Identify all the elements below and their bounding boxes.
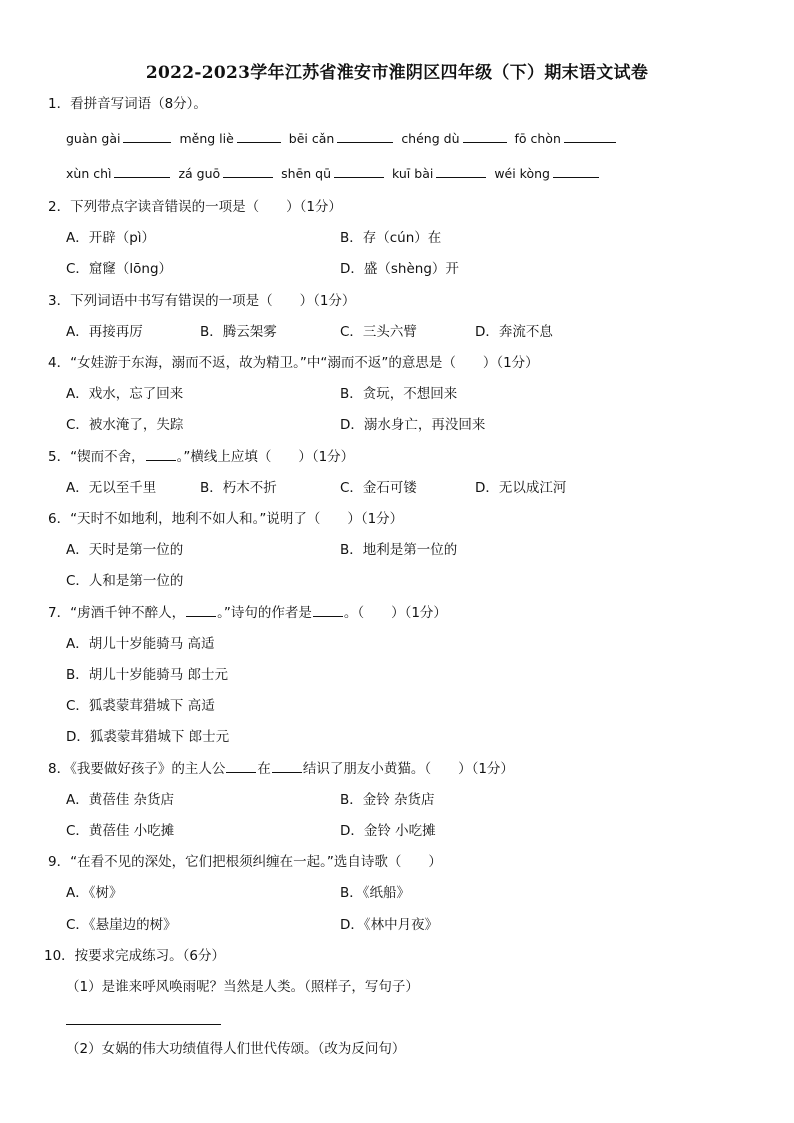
q6-stem: 6．“天时不如地利，地利不如人和。”说明了（ ）（1分） — [48, 511, 404, 527]
pinyin: bēi cǎn — [288, 131, 335, 146]
answer-blank[interactable] — [237, 130, 281, 143]
answer-blank[interactable] — [114, 165, 170, 178]
q7-option-a[interactable]: A．胡儿十岁能骑马 高适 — [66, 636, 215, 652]
q6-option-c[interactable]: C．人和是第一位的 — [66, 573, 184, 589]
q8-stem-2: 在 — [257, 761, 271, 777]
q8-stem-1: 8．《我要做好孩子》的主人公 — [48, 761, 226, 777]
q5-stem — [48, 448, 354, 466]
q9-option-c[interactable]: C．《悬崖边的树》 — [66, 917, 177, 933]
pinyin: guàn gài — [66, 131, 121, 146]
q5-option-d[interactable]: D．无以成江河 — [475, 480, 567, 496]
q8-option-a[interactable]: A．黄蓓佳 杂货店 — [66, 792, 175, 808]
q3-stem: 3．下列词语中书写有错误的一项是（ ）（1分） — [48, 293, 356, 309]
q10-stem: 10．按要求完成练习。（6分） — [44, 948, 226, 964]
q3-option-d[interactable]: D．奔流不息 — [475, 324, 553, 340]
q7-stem-2: 。”诗句的作者是 — [217, 605, 312, 621]
answer-blank[interactable] — [463, 130, 507, 143]
fill-blank[interactable] — [186, 604, 216, 617]
q5-stem-post: 。”横线上应填（ ）（1分） — [176, 449, 355, 465]
q1-pinyin-row-1 — [66, 130, 620, 148]
q4-option-c[interactable]: C．被水淹了，失踪 — [66, 417, 184, 433]
q3-option-b[interactable]: B．腾云架雾 — [200, 324, 277, 340]
q6-option-a[interactable]: A．天时是第一位的 — [66, 542, 184, 558]
exam-title: 2022-2023学年江苏省淮安市淮阴区四年级（下）期末语文试卷 — [145, 63, 649, 83]
pinyin: měng liè — [179, 131, 234, 146]
q7-option-b[interactable]: B．胡儿十岁能骑马 郎士元 — [66, 667, 229, 683]
q8-stem-3: 结识了朋友小黄猫。（ ）（1分） — [302, 761, 514, 777]
q5-option-a[interactable]: A．无以至千里 — [66, 480, 157, 496]
q5-option-b[interactable]: B．朽木不折 — [200, 480, 277, 496]
q2-option-d[interactable]: D．盛（shèng）开 — [340, 261, 459, 277]
pinyin: zá guō — [178, 166, 221, 181]
fill-blank[interactable] — [313, 604, 343, 617]
q8-stem — [48, 760, 514, 778]
answer-line[interactable] — [66, 1024, 221, 1025]
q4-option-d[interactable]: D．溺水身亡，再没回来 — [340, 417, 486, 433]
q7-stem-3: 。（ ）（1分） — [343, 605, 447, 621]
q7-stem — [48, 604, 447, 622]
pinyin: xùn chì — [66, 166, 112, 181]
answer-blank[interactable] — [436, 165, 486, 178]
q2-option-a[interactable]: A．开辟（pì） — [66, 230, 156, 246]
answer-blank[interactable] — [334, 165, 384, 178]
q8-option-b[interactable]: B．金铃 杂货店 — [340, 792, 435, 808]
q10-sub-2: （2）女娲的伟大功绩值得人们世代传颂。（改为反问句） — [66, 1041, 406, 1057]
pinyin: fō chòn — [514, 131, 561, 146]
answer-blank[interactable] — [553, 165, 599, 178]
pinyin: wéi kòng — [494, 166, 550, 181]
q7-stem-1: 7．“虏酒千钟不醉人， — [48, 605, 186, 621]
pinyin: shēn qū — [281, 166, 332, 181]
q9-option-d[interactable]: D．《林中月夜》 — [340, 917, 439, 933]
q3-option-c[interactable]: C．三头六臂 — [340, 324, 417, 340]
fill-blank[interactable] — [272, 760, 302, 773]
q7-option-d[interactable]: D．狐裘蒙茸猎城下 郎士元 — [66, 729, 230, 745]
q4-option-b[interactable]: B．贪玩，不想回来 — [340, 386, 458, 402]
q9-option-b[interactable]: B．《纸船》 — [340, 885, 411, 901]
answer-blank[interactable] — [564, 130, 616, 143]
q9-stem: 9．“在看不见的深处，它们把根须纠缠在一起。”选自诗歌（ ） — [48, 854, 442, 870]
q1-stem: 1．看拼音写词语（8分）。 — [48, 96, 207, 112]
q4-stem: 4．“女娃游于东海，溺而不返，故为精卫。”中“溺而不返”的意思是（ ）（1分） — [48, 355, 539, 371]
q2-option-c[interactable]: C．窟窿（lōng） — [66, 261, 173, 277]
q2-stem: 2．下列带点字读音错误的一项是（ ）（1分） — [48, 199, 342, 215]
q5-option-c[interactable]: C．金石可镂 — [340, 480, 417, 496]
q8-option-c[interactable]: C．黄蓓佳 小吃摊 — [66, 823, 175, 839]
fill-blank[interactable] — [146, 448, 176, 461]
q7-option-c[interactable]: C．狐裘蒙茸猎城下 高适 — [66, 698, 215, 714]
q9-option-a[interactable]: A．《树》 — [66, 885, 123, 901]
answer-blank[interactable] — [223, 165, 273, 178]
q2-option-b[interactable]: B．存（cún）在 — [340, 230, 442, 246]
q1-pinyin-row-2 — [66, 165, 603, 183]
answer-blank[interactable] — [337, 130, 393, 143]
q6-option-b[interactable]: B．地利是第一位的 — [340, 542, 458, 558]
fill-blank[interactable] — [226, 760, 256, 773]
q8-option-d[interactable]: D．金铃 小吃摊 — [340, 823, 436, 839]
answer-blank[interactable] — [123, 130, 171, 143]
q5-stem-pre: 5．“锲而不舍， — [48, 449, 145, 465]
q10-sub-1: （1）是谁来呼风唤雨呢？当然是人类。（照样子，写句子） — [66, 979, 419, 995]
pinyin: chéng dù — [401, 131, 460, 146]
q3-option-a[interactable]: A．再接再厉 — [66, 324, 143, 340]
q4-option-a[interactable]: A．戏水，忘了回来 — [66, 386, 184, 402]
pinyin: kuī bài — [392, 166, 434, 181]
